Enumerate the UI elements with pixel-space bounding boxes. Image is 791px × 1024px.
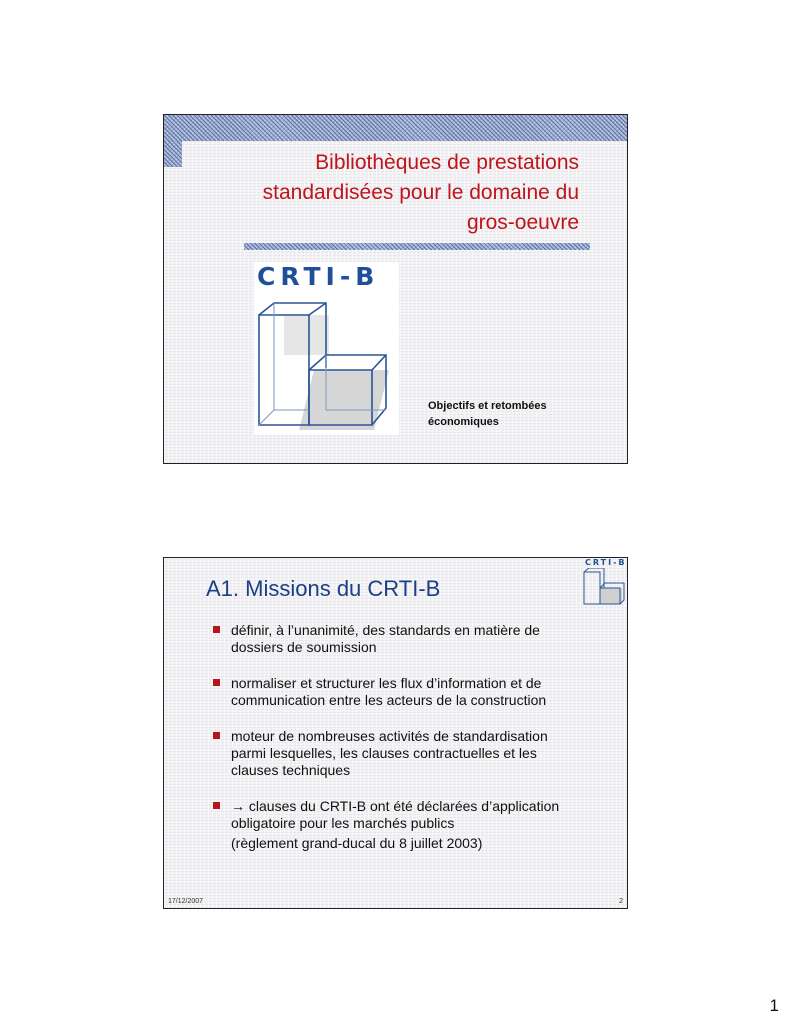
slide-1-subtitle [428,398,603,430]
mini-logo-text: CRTI-B [585,558,627,567]
slide-2 [163,557,628,909]
list-item [212,675,612,709]
list-item [212,622,612,656]
title-line: standardisées pour le domaine du [262,181,579,204]
subtitle-line: Objectifs et retombées [428,400,547,412]
crti-b-logo [254,262,399,435]
bullet-line: définir, à l’unanimité, des standards en matière de [231,622,540,638]
logo-text: CRTI-B [257,262,380,291]
mini-cube-logo-icon [582,568,626,608]
bullet-line: parmi lesquelles, les clauses contractuelles et les [231,745,537,761]
bullet-line: clauses techniques [231,762,351,778]
bullet-line: normaliser et structurer les flux d’information et de [231,675,542,691]
title-line: gros-oeuvre [466,211,579,234]
decorative-band-middle [244,243,590,250]
bullet-line: dossiers de soumission [231,639,377,655]
bullet-square-icon [213,802,220,809]
bullet-line: communication entre les acteurs de la construction [231,692,547,708]
cube-logo-icon [254,300,399,435]
list-item [212,728,612,779]
decorative-band-left [164,141,182,167]
slide-2-title: A1. Missions du CRTI-B [206,576,441,601]
bullet-square-icon [213,626,220,633]
bullet-square-icon [213,732,220,739]
page-number: 1 [769,996,779,1015]
bullet-square-icon [213,679,220,686]
list-item [212,798,612,852]
bullet-line: moteur de nombreuses activités de standardisation [231,728,548,744]
slide-footer-date: 17/12/2007 [168,898,204,905]
bullet-line: obligatoire pour les marchés publics [231,815,455,831]
decorative-band-top [164,115,627,141]
slide-footer-page-number: 2 [619,898,623,905]
slide-1-title [199,148,579,238]
slide-1 [163,114,628,464]
subtitle-line: économiques [428,416,499,428]
bullet-line: → clauses du CRTI-B ont été déclarées d’application [231,798,560,814]
bullet-note: (règlement grand-ducal du 8 juillet 2003) [231,835,483,851]
mission-list [212,622,612,871]
title-line: Bibliothèques de prestations [315,151,579,174]
